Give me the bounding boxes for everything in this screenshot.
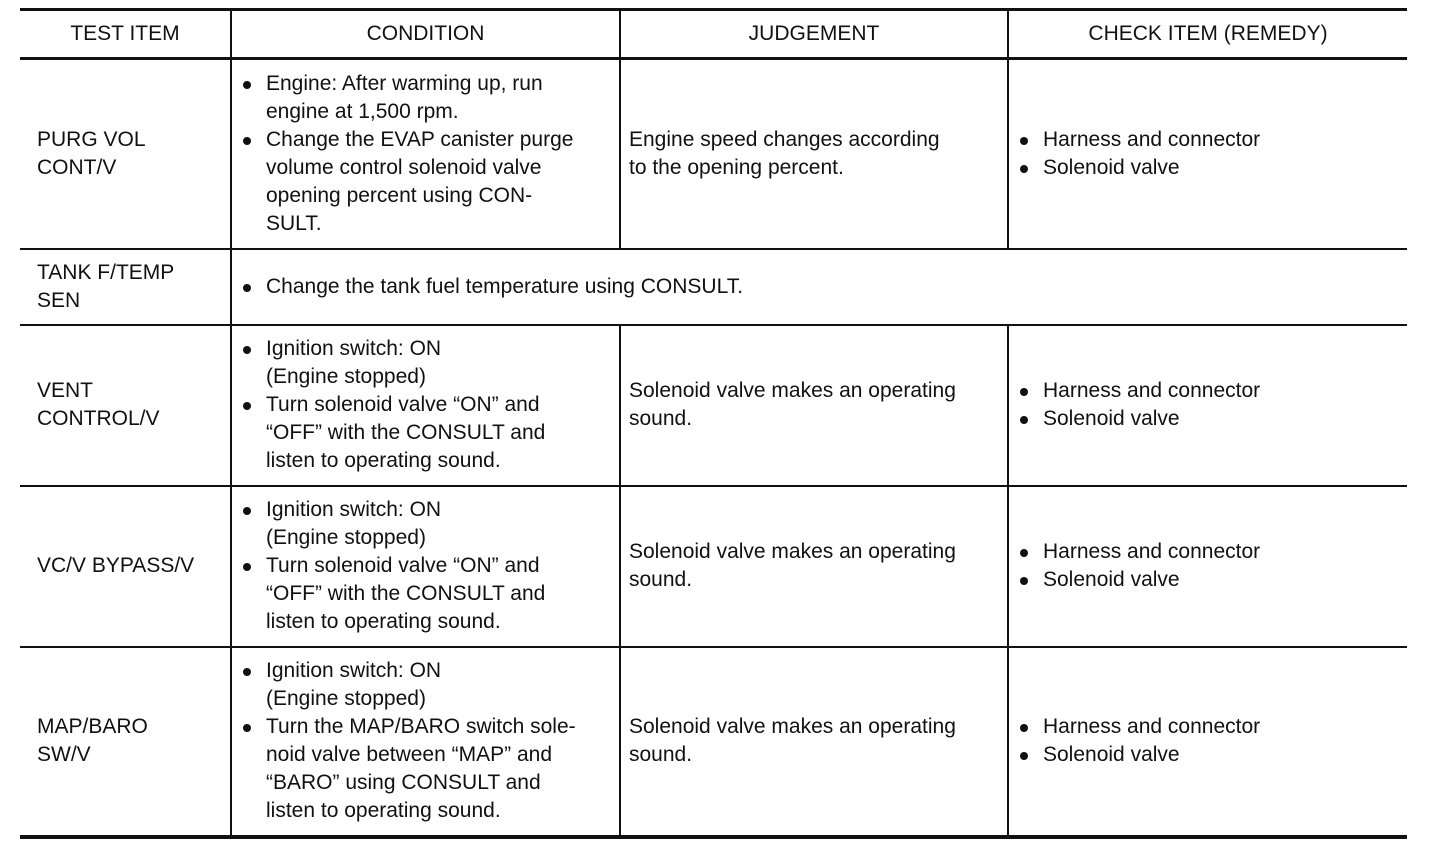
condition-line: listen to operating sound. [266, 799, 501, 822]
condition-line: noid valve between “MAP” and [266, 743, 552, 766]
test-item-cell [20, 486, 231, 647]
condition-bullet [240, 70, 611, 126]
check-item: Harness and connector [1017, 377, 1399, 405]
test-item-cell [20, 249, 231, 325]
test-item-line: PURG VOL [37, 127, 146, 151]
check-item: Solenoid valve [1017, 154, 1399, 182]
check-item-cell [1008, 486, 1407, 647]
condition-bullet [240, 552, 611, 636]
condition-cell-full [231, 249, 1407, 325]
judgement-line: Solenoid valve makes an operating [629, 540, 956, 563]
condition-line: Ignition switch: ON [266, 659, 442, 682]
check-item-cell [1008, 647, 1407, 837]
condition-line: listen to operating sound. [266, 610, 501, 633]
check-item: Solenoid valve [1017, 566, 1399, 594]
table-row [20, 647, 1407, 837]
condition-line: SULT. [266, 211, 322, 235]
condition-line: Turn solenoid valve “ON” and [266, 554, 540, 577]
test-item-line: SEN [37, 288, 81, 312]
test-item-cell [20, 647, 231, 837]
check-item: Harness and connector [1017, 126, 1399, 154]
test-item-line: SW/V [37, 743, 91, 766]
condition-bullet [240, 657, 611, 713]
table-row [20, 249, 1407, 325]
condition-cell [231, 486, 620, 647]
condition-line: (Engine stopped) [266, 526, 426, 549]
test-item-line: CONT/V [37, 155, 117, 179]
judgement-line: Engine speed changes according [629, 127, 940, 151]
header-judgement: JUDGEMENT [620, 10, 1008, 59]
test-item-cell [20, 59, 231, 249]
condition-bullet [240, 496, 611, 552]
condition-bullet [240, 391, 611, 475]
judgement-line: Solenoid valve makes an operating [629, 715, 956, 738]
condition-line: Change the EVAP canister purge [266, 127, 574, 151]
table-row [20, 325, 1407, 486]
judgement-line: Solenoid valve makes an operating [629, 379, 956, 402]
consult-test-table [20, 8, 1407, 839]
header-test-item: TEST ITEM [20, 10, 231, 59]
condition-line: opening percent using CON- [266, 183, 533, 207]
header-row [20, 10, 1407, 59]
header-check-item: CHECK ITEM (REMEDY) [1008, 10, 1407, 59]
condition-line: (Engine stopped) [266, 687, 426, 710]
condition-line: engine at 1,500 rpm. [266, 99, 459, 123]
condition-line: Ignition switch: ON [266, 498, 442, 521]
condition-bullet: Change the tank fuel temperature using CONSULT. [240, 273, 1399, 301]
condition-line: Turn the MAP/BARO switch sole- [266, 715, 576, 738]
header-condition: CONDITION [231, 10, 620, 59]
check-item: Solenoid valve [1017, 741, 1399, 769]
test-item-line: VENT [37, 379, 94, 402]
table-row [20, 59, 1407, 249]
condition-line: volume control solenoid valve [266, 155, 542, 179]
table-row [20, 486, 1407, 647]
judgement-line: sound. [629, 743, 693, 766]
check-item-cell [1008, 325, 1407, 486]
test-item-line: CONTROL/V [37, 407, 160, 430]
test-item-line: TANK F/TEMP [37, 260, 175, 284]
judgement-line: sound. [629, 407, 693, 430]
judgement-cell [620, 486, 1008, 647]
check-item: Harness and connector [1017, 538, 1399, 566]
judgement-line: sound. [629, 568, 693, 591]
judgement-line: to the opening percent. [629, 155, 844, 179]
judgement-cell [620, 325, 1008, 486]
judgement-cell [620, 647, 1008, 837]
check-item: Solenoid valve [1017, 405, 1399, 433]
test-item-line: VC/V BYPASS/V [37, 554, 195, 577]
condition-cell [231, 647, 620, 837]
condition-line: Engine: After warming up, run [266, 71, 543, 95]
check-item: Harness and connector [1017, 713, 1399, 741]
test-item-line: MAP/BARO [37, 715, 148, 738]
condition-line: “OFF” with the CONSULT and [266, 421, 546, 444]
condition-cell [231, 59, 620, 249]
condition-line: “BARO” using CONSULT and [266, 771, 541, 794]
condition-cell [231, 325, 620, 486]
condition-line: (Engine stopped) [266, 365, 426, 388]
condition-bullet [240, 713, 611, 825]
condition-line: Ignition switch: ON [266, 337, 442, 360]
check-item-cell [1008, 59, 1407, 249]
condition-line: “OFF” with the CONSULT and [266, 582, 546, 605]
condition-line: Turn solenoid valve “ON” and [266, 393, 540, 416]
judgement-cell [620, 59, 1008, 249]
test-item-cell [20, 325, 231, 486]
condition-bullet [240, 335, 611, 391]
condition-line: listen to operating sound. [266, 449, 501, 472]
condition-bullet [240, 126, 611, 238]
